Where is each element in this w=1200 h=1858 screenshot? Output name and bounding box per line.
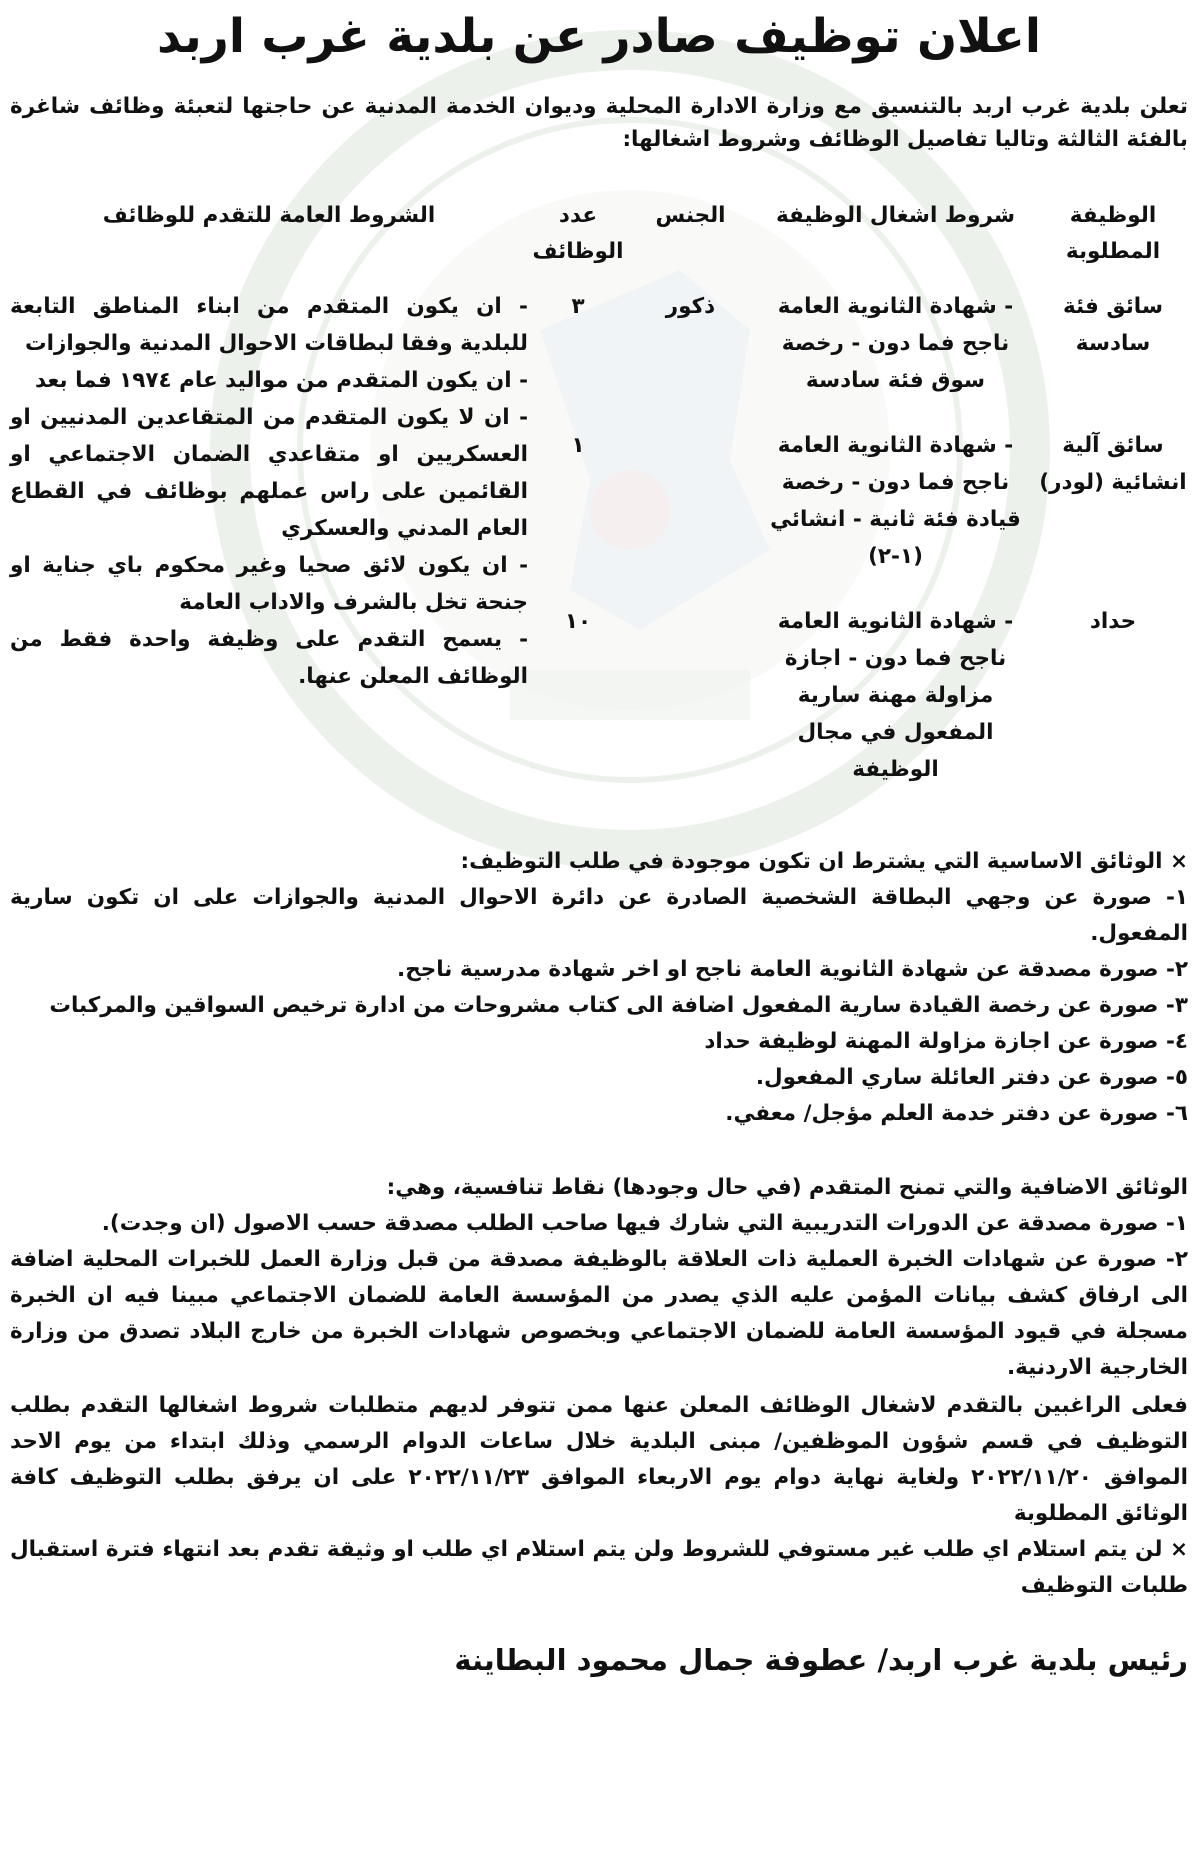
list-item: ١- صورة عن وجهي البطاقة الشخصية الصادرة عن دائرة الاحوال المدنية والجوازات على ان تكون سارية المفعول.: [10, 885, 1188, 946]
extra-documents-section: [10, 1170, 1188, 1386]
list-item: ٣- صورة عن رخصة القيادة سارية المفعول اضافة الى كتاب مشروحات من ادارة ترخيص السواقين والمركبات: [49, 993, 1188, 1018]
job-count: ٣: [571, 294, 585, 319]
job-gender: ذكور: [665, 294, 716, 319]
general-condition-item: - ان لا يكون المتقدم من المتقاعدين المدنيين او العسكريين او متقاعدي الضمان الاجتماعي او القائمين على راس عملهم بوظائف في القطاع العام المدني والعسكري: [10, 405, 528, 541]
list-item: ٤- صورة عن اجازة مزاولة المهنة لوظيفة حداد: [704, 1029, 1188, 1054]
list-item: ٥- صورة عن دفتر العائلة ساري المفعول.: [755, 1065, 1188, 1090]
header-general-conditions: الشروط العامة للتقدم للوظائف: [102, 203, 436, 228]
intro-paragraph: تعلن بلدية غرب اربد بالتنسيق مع وزارة الادارة المحلية وديوان الخدمة المدنية عن حاجتها لتعبئة وظائف شاغرة بالفئة الثالثة وتاليا تفاصيل الوظائف وشروط اشغالها:: [10, 94, 1188, 152]
job-gender: [628, 427, 753, 603]
header-job: الوظيفة المطلوبة: [1065, 203, 1161, 264]
announcement-title: اعلان توظيف صادر عن بلدية غرب اربد: [156, 9, 1042, 64]
extra-documents-heading: الوثائق الاضافية والتي تمنح المتقدم (في حال وجودها) نقاط تنافسية، وهي:: [386, 1175, 1188, 1200]
job-title: سائق فئة سادسة: [1062, 294, 1164, 356]
general-conditions: [10, 288, 528, 788]
general-condition-item: - ان يكون المتقدم من ابناء المناطق التابعة للبلدية وفقا لبطاقات الاحوال المدنية والجوازات: [10, 294, 528, 356]
list-item: ٦- صورة عن دفتر خدمة العلم مؤجل/ معفي.: [725, 1101, 1188, 1126]
list-item: ١- صورة مصدقة عن الدورات التدريبية التي شارك فيها صاحب الطلب مصدقة حسب الاصول (ان وجدت).: [101, 1211, 1188, 1236]
signature: رئيس بلدية غرب اربد/ عطوفة جمال محمود البطاينة: [454, 1643, 1188, 1677]
application-note: فعلى الراغبين بالتقدم لاشغال الوظائف المعلن عنها ممن تتوفر لديهم متطلبات شروط اشغالها التقدم بطلب التوظيف في قسم شؤون الموظفين/ مبنى البلدية خلال ساعات الدوام الرسمي وذلك ابتداء من يوم الاحد الموافق ٢٠٢٢/١١/٢٠ ولغاية نهاية دوام يوم الاربعاء الموافق ٢٠٢٢/١١/٢٣ على ان يرفق بطلب التوظيف كافة الوثائق المطلوبة: [10, 1393, 1188, 1526]
job-count: ١٠: [564, 609, 592, 634]
list-item: ٢- صورة مصدقة عن شهادة الثانوية العامة ناجح او اخر شهادة مدرسية ناجح.: [397, 957, 1188, 982]
list-item: ٢- صورة عن شهادات الخبرة العملية ذات العلاقة بالوظيفة مصدقة من قبل وزارة العمل للخبرات المحلية اضافة الى ارفاق كشف بيانات المؤمن عليه الذي يصدر من المؤسسة العامة للضمان الاجتماعي مبينا فيه ان الخبرة مسجلة في قيود المؤسسة العامة للضمان الاجتماعي وبخصوص شهادات الخبرة من خارج البلاد تصدق من وزارة الخارجية الاردنية.: [10, 1247, 1188, 1380]
basic-documents-section: [10, 844, 1188, 1132]
job-title: حداد: [1089, 609, 1137, 634]
job-gender: [628, 603, 753, 788]
header-conditions: شروط اشغال الوظيفة: [775, 203, 1016, 228]
general-condition-item: - يسمح التقدم على وظيفة واحدة فقط من الوظائف المعلن عنها.: [10, 627, 528, 689]
job-conditions: - شهادة الثانوية العامة ناجح فما دون - اجازة مزاولة مهنة سارية المفعول في مجال الوظيفة: [777, 609, 1014, 782]
table-row: [10, 288, 1188, 427]
job-title: سائق آلية انشائية (لودر): [1039, 433, 1187, 495]
job-count: ١: [571, 433, 585, 458]
basic-documents-heading: × الوثائق الاساسية التي يشترط ان تكون موجودة في طلب التوظيف:: [460, 849, 1188, 874]
job-conditions: - شهادة الثانوية العامة ناجح فما دون - رخصة سوق فئة سادسة: [777, 294, 1014, 393]
job-conditions: - شهادة الثانوية العامة ناجح فما دون - رخصة قيادة فئة ثانية - انشائي (١-٢): [770, 433, 1021, 569]
general-condition-item: - ان يكون لائق صحيا وغير محكوم باي جناية او جنحة تخل بالشرف والاداب العامة: [10, 553, 528, 615]
jobs-table: [10, 198, 1188, 788]
rejection-note: × لن يتم استلام اي طلب غير مستوفي للشروط ولن يتم استلام اي طلب او وثيقة تقدم بعد انتهاء فترة استقبال طلبات التوظيف: [10, 1537, 1188, 1598]
header-count: عدد الوظائف: [532, 203, 624, 264]
header-gender: الجنس: [655, 203, 726, 228]
general-condition-item: - ان يكون المتقدم من مواليد عام ١٩٧٤ فما بعد: [34, 368, 528, 393]
application-section: [10, 1388, 1188, 1604]
jobs-table-header-row: [10, 198, 1188, 288]
